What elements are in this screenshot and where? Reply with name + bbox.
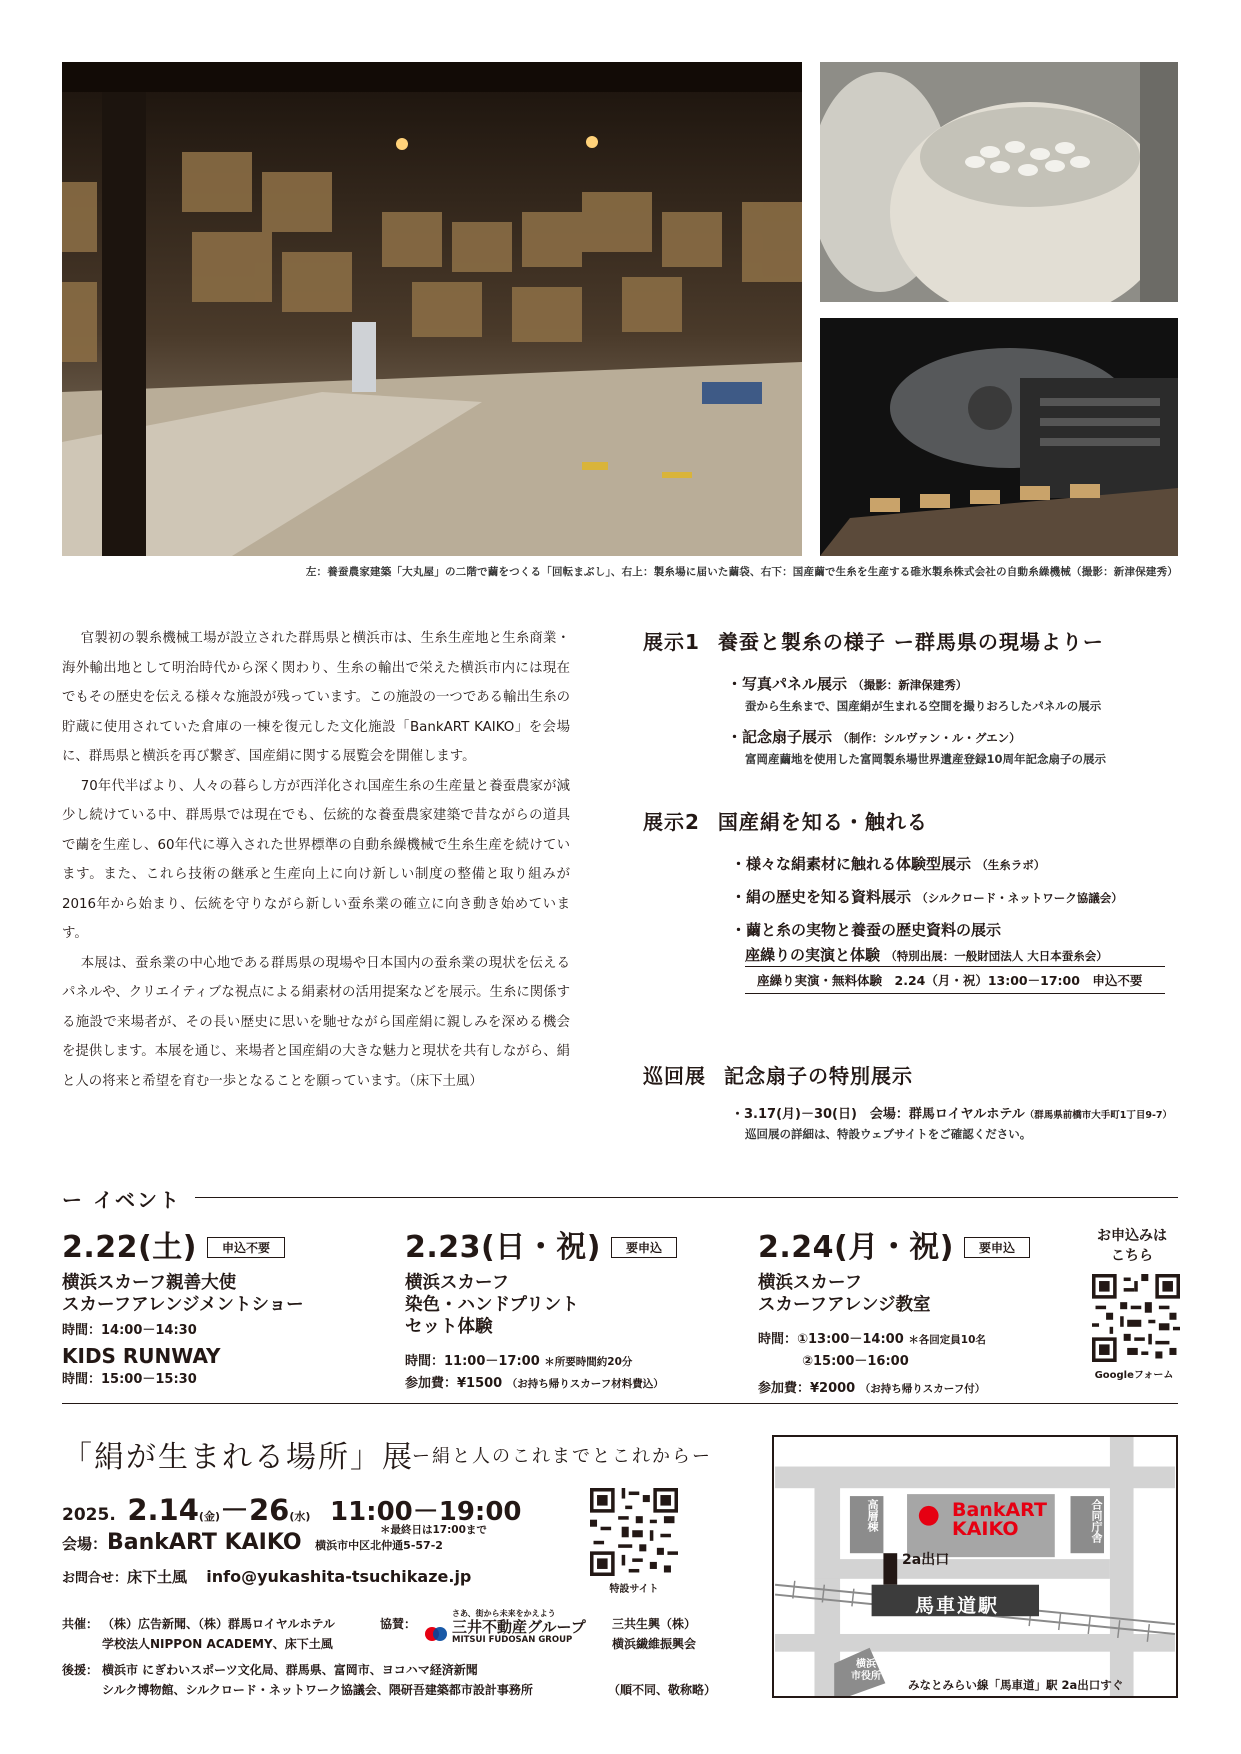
apply-text: お申込みは こちら xyxy=(1097,1228,1167,1264)
event-time: 時間：15:00－15:30 xyxy=(62,1372,197,1387)
mitsui-logo xyxy=(424,1608,604,1645)
registration-badge: 要申込 xyxy=(964,1237,1030,1258)
event-time: 時間：14:00－14:30 xyxy=(62,1323,197,1338)
exhibit-2-number: 展示2 xyxy=(643,810,700,834)
contact-label: お問合せ： xyxy=(62,1571,128,1586)
event-name: 横浜スカーフ親善大使 xyxy=(62,1273,237,1293)
mitsui-tagline: さあ、街から未来をかえよう xyxy=(452,1609,556,1618)
map-exit-label: 2a出口 xyxy=(902,1552,950,1568)
exhibit-3-number: 巡回展 xyxy=(643,1064,706,1088)
exhibition-title: 「絹が生まれる場所」展 xyxy=(62,1440,414,1475)
event-1 xyxy=(62,1222,362,1387)
registration-badge: 申込不要 xyxy=(207,1237,285,1258)
item-sub: （制作：シルヴァン・ル・グエン） xyxy=(837,731,1021,745)
mitsui-mark-icon xyxy=(424,1620,448,1644)
support-label: 後援： xyxy=(62,1663,99,1677)
contact-email[interactable]: info@yukashita-tsuchikaze.jp xyxy=(206,1567,472,1586)
venue-address: 横浜市中区北仲通5-57-2 xyxy=(315,1539,443,1552)
map-city-hall: 横浜 市役所 xyxy=(851,1659,881,1682)
exhibit-1-number: 展示1 xyxy=(643,630,700,654)
exhibit-1-item xyxy=(727,673,1183,694)
event-date: 2.22 xyxy=(62,1230,139,1265)
item-label: 座繰りの実演と体験 xyxy=(745,946,881,964)
other-sponsors: 三共生興（株） 横浜繊維振興会 xyxy=(612,1617,697,1651)
exhibit-3-heading xyxy=(643,1060,1183,1089)
event-sub-title: KIDS RUNWAY xyxy=(62,1344,221,1368)
event-1-date-row xyxy=(62,1222,362,1266)
support-note: （順不同、敬称略） xyxy=(608,1683,717,1697)
exhibit-3-title: 記念扇子の特別展示 xyxy=(724,1064,913,1088)
intro-paragraph: 官製初の製糸機械工場が設立された群馬県と横浜市は、生糸生産地と生糸商業・海外輸出地として明治時代から深く関わり、生糸の輸出で栄えた横浜市内には現在でもその歴史を伝える様々な施設が残っています。この施設の一つである輸出生糸の貯蔵に使用されていた倉庫の一棟を復元した文化施設「BankART KAIKO」を会場に、群馬県と横浜を再び繋ぎ、国産絹に関する展覧会を開催します。 xyxy=(62,631,570,764)
event-weekday: (月・祝) xyxy=(834,1230,954,1265)
item-label: ・記念扇子展示 xyxy=(727,728,833,746)
contact-name: 床下土風 xyxy=(127,1568,188,1586)
reeling-machine-photo xyxy=(820,318,1178,556)
venue-marker xyxy=(919,1506,939,1526)
event-note: ＊各回定員10名 xyxy=(908,1334,986,1346)
exhibit-2-item xyxy=(731,886,1183,907)
last-entry-note: ＊最終日は17:00まで xyxy=(380,1524,487,1536)
qr-code-icon xyxy=(590,1488,678,1576)
exhibit-1-item-desc: 蚕から生糸まで、国産絹が生まれる空間を撮りおろしたパネルの展示 xyxy=(745,699,1102,713)
exhibition-subtitle: ー絹と人のこれまでとこれからー xyxy=(412,1446,712,1467)
event-note: （お持ち帰りスカーフ付） xyxy=(859,1383,986,1395)
event-time: ②15:00－16:00 xyxy=(802,1354,909,1369)
apply-form-label: Googleフォーム xyxy=(1094,1370,1174,1381)
exhibit-2-item xyxy=(745,944,1183,965)
cosponsor-label: 協賛： xyxy=(380,1617,417,1631)
organizer-label: 共催： xyxy=(62,1617,99,1631)
event-fee-row xyxy=(758,1377,1078,1396)
support-list: 横浜市 にぎわいスポーツ文化局、群馬県、富岡市、ヨコハマ経済新聞 シルク博物館、シルクロード・ネットワーク協議会、隈研吾建築都市設計事務所 xyxy=(102,1663,533,1697)
mitsui-name-en: MITSUI FUDOSAN GROUP xyxy=(452,1635,573,1645)
exhibit-2-item: ・繭と糸の実物と養蚕の歴史資料の展示 xyxy=(731,921,1002,939)
end-weekday: (水) xyxy=(289,1510,311,1523)
reeling-machine-art xyxy=(820,318,1178,556)
event-2 xyxy=(405,1222,725,1391)
event-fee: 参加費：¥1500 xyxy=(405,1376,503,1391)
event-time-row xyxy=(758,1328,1078,1347)
item-sub: （生糸ラボ） xyxy=(976,858,1046,872)
events-heading: ー イベント xyxy=(62,1184,195,1213)
event-3 xyxy=(758,1222,1078,1396)
site-label: 特設サイト xyxy=(609,1584,659,1595)
map-building-right: 合同庁舎 xyxy=(1090,1499,1103,1543)
registration-badge: 要申込 xyxy=(611,1237,677,1258)
map-station-name: 馬車道駅 xyxy=(914,1595,999,1617)
event-time-row xyxy=(405,1350,725,1369)
event-name: セット体験 xyxy=(405,1317,493,1337)
event-fee-row xyxy=(405,1372,725,1391)
exhibit-2-title: 国産絹を知る・触れる xyxy=(717,810,928,834)
exhibit-1-item xyxy=(727,726,1183,747)
cocoon-bag-photo xyxy=(820,62,1178,302)
apply-qr-code[interactable] xyxy=(1092,1274,1180,1362)
intro-text xyxy=(62,624,570,1096)
exhibition-year: 2025. xyxy=(62,1505,116,1525)
event-name: スカーフアレンジ教室 xyxy=(758,1295,931,1315)
access-map xyxy=(772,1435,1178,1698)
organizers xyxy=(62,1614,392,1654)
site-qr-code[interactable] xyxy=(590,1488,678,1576)
venue-row xyxy=(62,1530,443,1555)
exhibit-1 xyxy=(643,626,1183,767)
mitsui-name-jp: 三井不動産グループ xyxy=(452,1618,586,1636)
qr-code-icon xyxy=(1092,1274,1180,1362)
footer-rule xyxy=(62,1403,1178,1404)
start-weekday: (金) xyxy=(198,1510,220,1523)
main-photo xyxy=(62,62,802,556)
organizer-list: （株）広告新聞、（株）群馬ロイヤルホテル 学校法人NIPPON ACADEMY、床下土風 xyxy=(102,1617,335,1651)
exhibit-3 xyxy=(643,1060,1183,1142)
map-building-left: 高層棟 xyxy=(866,1499,879,1532)
item-label: ・絹の歴史を知る資料展示 xyxy=(731,888,912,906)
exhibit-1-item-desc: 富岡産繭地を使用した富岡製糸場世界遺産登録10周年記念扇子の展示 xyxy=(745,752,1106,766)
event-name: 横浜スカーフ xyxy=(758,1273,863,1293)
exhibit-3-item-desc: 巡回展の詳細は、特設ウェブサイトをご確認ください。 xyxy=(745,1127,1032,1141)
event-name: 横浜スカーフ xyxy=(405,1273,510,1293)
venue-label: 会場： xyxy=(62,1535,108,1553)
event-name: スカーフアレンジメントショー xyxy=(62,1295,304,1315)
item-sub: （撮影：新津保建秀） xyxy=(852,678,968,692)
event-name: 染色・ハンドプリント xyxy=(405,1295,579,1315)
events-heading-text: イベント xyxy=(92,1188,181,1212)
exhibit-1-heading xyxy=(643,626,1183,655)
event-2-date-row xyxy=(405,1222,725,1266)
opening-hours: 11:00－19:00 xyxy=(329,1497,522,1527)
event-3-date-row xyxy=(758,1222,1078,1266)
map-venue-line: BankART xyxy=(952,1499,1047,1521)
exhibit-2-heading xyxy=(643,806,1183,835)
event-weekday: (土) xyxy=(138,1230,197,1265)
cocoon-bag-art xyxy=(820,62,1178,302)
map-venue-line: KAIKO xyxy=(952,1518,1019,1540)
events-rule xyxy=(62,1197,1178,1198)
item-sub: （シルクロード・ネットワーク協議会） xyxy=(916,891,1123,905)
event-time: 時間：①13:00－14:00 xyxy=(758,1332,904,1347)
event-weekday: (日・祝) xyxy=(481,1230,601,1265)
exhibit-2 xyxy=(643,806,1183,965)
venue-name: BankART KAIKO xyxy=(107,1530,302,1555)
event-time: 時間：11:00－17:00 xyxy=(405,1354,540,1369)
exhibition-start-date: 2.14 xyxy=(127,1493,199,1527)
item-sub: （特別出展：一般財団法人 大日本蚕糸会） xyxy=(885,949,1108,963)
item-sub: （群馬県前橋市大手町1丁目9-7） xyxy=(1024,1110,1173,1121)
map-access-note: みなとみらい線「馬車道」駅 2a出口すぐ xyxy=(908,1678,1124,1692)
exhibition-end-date: －26 xyxy=(219,1493,290,1527)
contact-row xyxy=(62,1566,471,1587)
exhibit-1-title: 養蚕と製糸の様子 ー群馬県の現場よりー xyxy=(717,630,1104,654)
event-date: 2.23 xyxy=(405,1230,482,1265)
main-photo-art xyxy=(62,62,802,556)
demo-schedule-box: 座繰り実演・無料体験 2.24（月・祝）13:00－17:00 申込不要 xyxy=(745,966,1165,994)
exhibit-3-item xyxy=(731,1103,1183,1122)
map-graphic xyxy=(774,1437,1176,1696)
photo-caption: 左：養蚕農家建築「大丸屋」の二階で繭をつくる「回転まぶし」、右上：製糸場に届いた繭袋、右下：国産繭で生糸を生産する碓氷製糸株式会社の自動糸繰機械（撮影：新津保建秀） xyxy=(305,566,1178,578)
event-fee: 参加費：¥2000 xyxy=(758,1381,856,1396)
item-label: ・様々な絹素材に触れる体験型展示 xyxy=(731,855,972,873)
item-label: ・3.17(月)－30(日) 会場：群馬ロイヤルホテル xyxy=(731,1107,1025,1122)
exhibit-2-item xyxy=(731,853,1183,874)
organizers-row xyxy=(62,1614,392,1654)
event-date: 2.24 xyxy=(758,1230,835,1265)
intro-paragraph: 本展は、蚕糸業の中心地である群馬県の現場や日本国内の蚕糸業の現状を伝えるパネルや、クリエイティブな視点による絹素材の活用提案などを展示。生糸に関係する施設で来場者が、その長い歴史に思いを馳せながら国産絹に親しみを深める機会を提供します。本展を通じ、来場者と国産絹の大きな魅力と現状を共有しながら、絹と人の将来と希望を育む一歩となることを願っています。（床下土風） xyxy=(62,955,570,1089)
intro-paragraph: 70年代半ばより、人々の暮らし方が西洋化され国産生糸の生産量と養蚕農家が減少し続けている中、群馬県では現在でも、伝統的な養蚕農家建築で昔ながらの道具で繭を生産し、60年代に導入された世界標準の自動糸繰機械で生糸生産を続けています。また、これら技術の継承と生産向上に向け新しい制度の整備と取り組みが2016年から始まり、伝統を守りながら新しい蚕糸業の確立に向き動き始めています。 xyxy=(62,778,570,941)
map-venue-name xyxy=(952,1501,1047,1539)
item-label: ・写真パネル展示 xyxy=(727,675,848,693)
event-note: ＊所要時間約20分 xyxy=(544,1356,633,1368)
event-note: （お持ち帰りスカーフ材料費込） xyxy=(506,1378,664,1390)
